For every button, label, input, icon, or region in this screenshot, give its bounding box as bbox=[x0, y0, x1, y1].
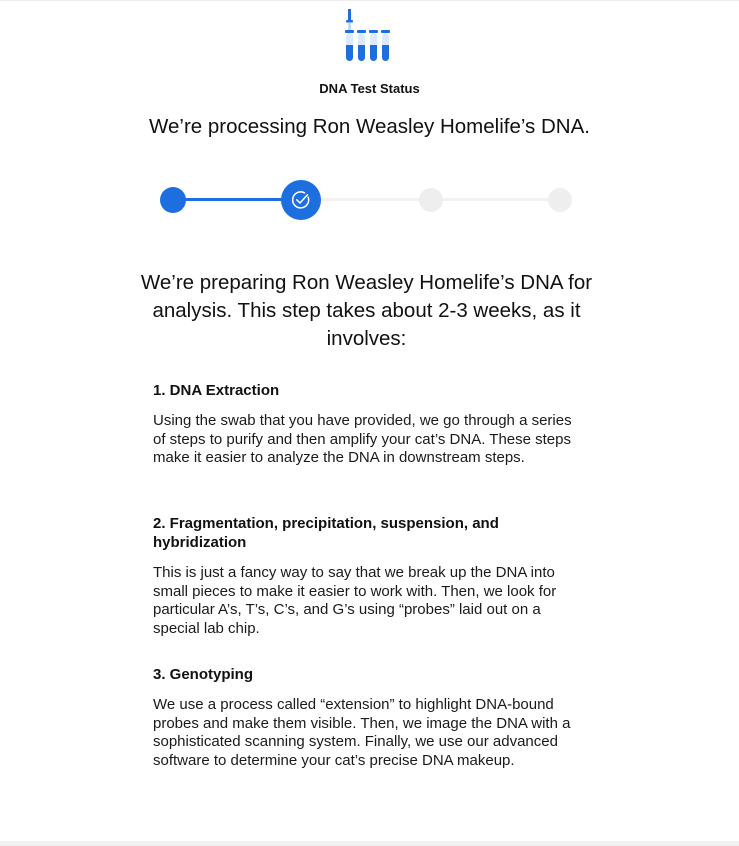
status-label: DNA Test Status bbox=[319, 81, 420, 96]
section-title: 2. Fragmentation, precipitation, suspension, and hybridization bbox=[153, 515, 499, 551]
test-tubes-icon bbox=[343, 7, 393, 67]
intro-text: We’re preparing Ron Weasley Homelife’s DNA for analysis. This step takes about 2-3 weeks, as it involves: bbox=[140, 271, 593, 350]
section-body: We use a process called “extension” to highlight DNA-bound probes and make them visible. Then, we image the DNA with a sophisticated scanning system. Finally, we use our advanced software to determine your cat’s precise DNA makeup. bbox=[153, 696, 571, 769]
bottom-divider bbox=[0, 841, 739, 846]
page-headline: We’re processing Ron Weasley Homelife’s DNA. bbox=[149, 115, 590, 138]
section-genotyping bbox=[153, 665, 583, 770]
section-dna-extraction bbox=[153, 381, 583, 468]
section-title: 3. Genotyping bbox=[153, 666, 254, 683]
section-title: 1. DNA Extraction bbox=[153, 382, 280, 399]
check-circle-icon bbox=[290, 189, 312, 211]
progress-step-1-complete bbox=[160, 187, 186, 213]
progress-step-2-current bbox=[281, 180, 321, 220]
section-fragmentation bbox=[153, 514, 583, 638]
section-body: Using the swab that you have provided, we go through a series of steps to purify and then amplify your cat’s DNA. These steps make it easier to analyze the DNA in downstream steps. bbox=[153, 412, 572, 466]
section-body: This is just a fancy way to say that we break up the DNA into small pieces to make it easier to work with. Then, we look for particular A’s, T’s, C’s, and G’s using “probes” laid out on a special lab chip. bbox=[153, 564, 557, 637]
progress-step-3-pending bbox=[419, 188, 443, 212]
progress-step-4-pending bbox=[548, 188, 572, 212]
progress-tracker bbox=[150, 175, 590, 225]
